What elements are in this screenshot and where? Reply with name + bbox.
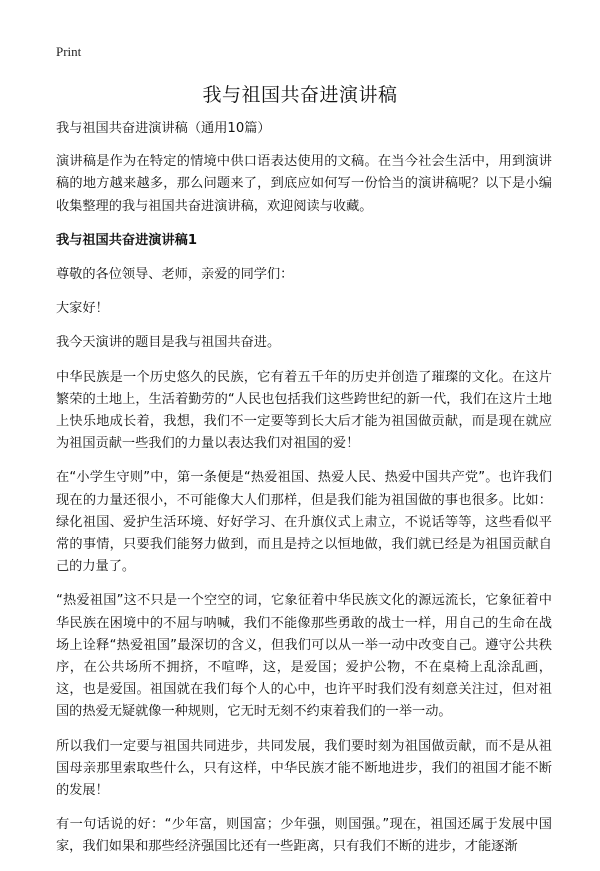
intro-paragraph: 演讲稿是作为在特定的情境中供口语表达使用的文稿。在当今社会生活中，用到演讲稿的地方越来越多，那么问题来了，到底应如何写一份恰当的演讲稿呢？以下是小编收集整理的我与祖国共奋进演讲稿，欢迎阅读与收藏。 <box>56 154 552 214</box>
body-paragraph-3: “热爱祖国”这不只是一个空空的词，它象征着中华民族文化的源远流长，它象征着中华民族在困境中的不屈与呐喊，我们不能像那些勇敢的战士一样，用自己的生命在战场上诠释“热爱祖国”最深切的含义，但我们可以从一举一动中改变自己。遵守公共秩序，在公共场所不拥挤，不喧哗，这，是爱国；爱护公物，不在桌椅上乱涂乱画，这，也是爱国。祖国就在我们每个人的心中，也许平时我们没有刻意关注过，但对祖国的热爱无疑就像一种规则，它无时无刻不约束着我们的一举一动。 <box>56 593 552 720</box>
topic-paragraph: 我今天演讲的题目是我与祖国共奋进。 <box>56 335 281 351</box>
hello-paragraph: 大家好！ <box>56 301 109 317</box>
body-paragraph-1: 中华民族是一个历史悠久的民族，它有着五千年的历史并创造了璀璨的文化。在这片繁荣的土地上，生活着勤劳的“人民也包括我们这些跨世纪的新一代，我们在这片土地上快乐地成长着，我想，我们不一定要等到长大后才能为祖国做贡献，而是现在就应为祖国贡献一些我们的力量以表达我们对祖国的爱！ <box>56 369 552 452</box>
print-link[interactable]: Print <box>56 44 82 59</box>
body-paragraph-4: 所以我们一定要与祖国共同进步，共同发展，我们要时刻为祖国做贡献，而不是从祖国母亲那里索取些什么，只有这样，中华民族才能不断地进步，我们的祖国才能不断的发展！ <box>56 738 552 799</box>
greeting-paragraph: 尊敬的各位领导、老师，亲爱的同学们： <box>56 267 294 283</box>
article-subtitle: 我与祖国共奋进演讲稿（通用10篇） <box>56 121 271 136</box>
page-title: 我与祖国共奋进演讲稿 <box>202 84 398 106</box>
body-paragraph-2: 在“小学生守则”中，第一条便是“热爱祖国、热爱人民、热爱中国共产党”。也许我们现在的力量还很小，不可能像大人们那样，但是我们能为祖国做的事也很多。比如：绿化祖国、爱护生活环境、好好学习、在升旗仪式上肃立，不说话等等，这些看似平常的事情，只要我们能努力做到，而且是持之以恒地做，我们就已经是为祖国贡献自己的力量了。 <box>56 470 552 575</box>
article-body <box>56 118 552 871</box>
section-heading: 我与祖国共奋进演讲稿1 <box>56 232 198 248</box>
body-paragraph-5: 有一句话说的好：“少年富，则国富；少年强，则国强。”现在，祖国还属于发展中国家，我们如果和那些经济强国比还有一些距离，只有我们不断的进步，才能逐渐 <box>56 817 552 855</box>
